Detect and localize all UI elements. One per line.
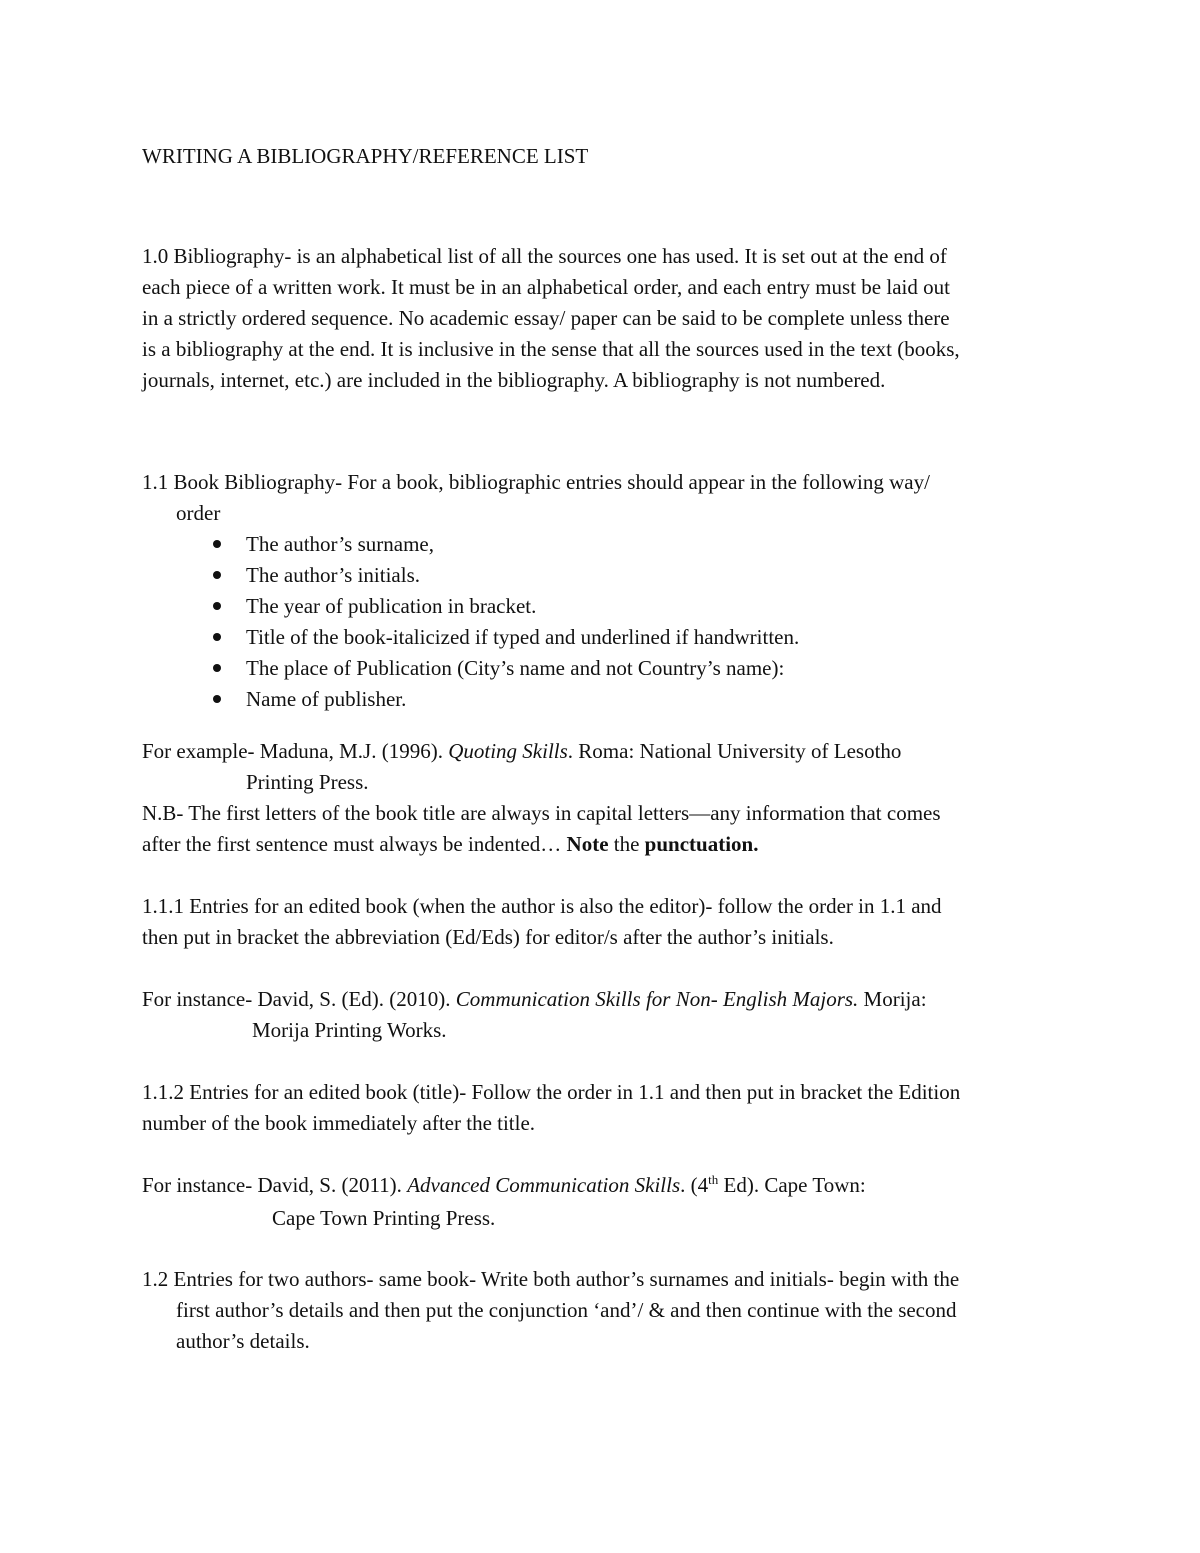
s112-example-post2: Ed). Cape Town: [718, 1173, 866, 1197]
s11-example-title: Quoting Skills [448, 739, 568, 763]
bullet-dot [213, 633, 221, 641]
s10-line-4: is a bibliography at the end. It is inclusive in the sense that all the sources used in the text (books, [142, 337, 960, 361]
s111-example [142, 984, 927, 1015]
s112-example-sup: th [708, 1172, 719, 1187]
s11-example-post: . Roma: National University of Lesotho [567, 739, 902, 763]
s112-example-post1: . (4 [680, 1173, 709, 1197]
bullet-dot [213, 540, 221, 548]
s11-line-2: order [176, 501, 221, 525]
s111-example-title: Communication Skills for Non- English Majors. [455, 987, 859, 1011]
s11-bullet-1: The author’s surname, [246, 532, 434, 556]
s12-line-2: first author’s details and then put the conjunction ‘and’/ & and then continue with the second [176, 1298, 957, 1322]
s11-line-1: 1.1 Book Bibliography- For a book, bibliographic entries should appear in the following way/ [142, 470, 930, 494]
s11-bullet-3: The year of publication in bracket. [246, 594, 537, 618]
s111-example-pre: For instance- David, S. (Ed). (2010). [142, 987, 456, 1011]
s111-line-1: 1.1.1 Entries for an edited book (when the author is also the editor)- follow the order in 1.1 and [142, 894, 942, 918]
s11-example-pre: For example- Maduna, M.J. (1996). [142, 739, 449, 763]
s10-line-5: journals, internet, etc.) are included in the bibliography. A bibliography is not numbered. [142, 368, 886, 392]
bullet-dot [213, 695, 221, 703]
s112-line-1: 1.1.2 Entries for an edited book (title)- Follow the order in 1.1 and then put in bracket the Edition [142, 1080, 961, 1104]
s111-example-post: Morija: [858, 987, 927, 1011]
s11-example-cont: Printing Press. [246, 770, 369, 794]
s11-bullet-5: The place of Publication (City’s name and not Country’s name): [246, 656, 785, 680]
s11-nb-pre: after the first sentence must always be indented… [142, 832, 567, 856]
s112-example [142, 1170, 866, 1201]
s111-example-cont: Morija Printing Works. [252, 1018, 447, 1042]
s11-bullet-2: The author’s initials. [246, 563, 420, 587]
s112-example-pre: For instance- David, S. (2011). [142, 1173, 408, 1197]
bullet-dot [213, 571, 221, 579]
s12-line-1: 1.2 Entries for two authors- same book- Write both author’s surnames and initials- begin with the [142, 1267, 960, 1291]
s11-nb-line-1: N.B- The first letters of the book title are always in capital letters—any information that comes [142, 801, 941, 825]
s111-line-2: then put in bracket the abbreviation (Ed/Eds) for editor/s after the author’s initials. [142, 925, 834, 949]
s10-line-2: each piece of a written work. It must be in an alphabetical order, and each entry must be laid out [142, 275, 950, 299]
s10-line-3: in a strictly ordered sequence. No academic essay/ paper can be said to be complete unless there [142, 306, 950, 330]
s11-bullet-6: Name of publisher. [246, 687, 407, 711]
s11-bullet-4: Title of the book-italicized if typed and underlined if handwritten. [246, 625, 800, 649]
s11-nb-bold-punctuation: punctuation. [644, 832, 759, 856]
s12-line-3: author’s details. [176, 1329, 310, 1353]
s112-example-title: Advanced Communication Skills [407, 1173, 681, 1197]
bullet-dot [213, 602, 221, 610]
bullet-dot [213, 664, 221, 672]
s11-nb-mid: the [608, 832, 645, 856]
s112-example-cont: Cape Town Printing Press. [272, 1206, 496, 1230]
s11-nb-bold-note: Note [566, 832, 609, 856]
page-title: WRITING A BIBLIOGRAPHY/REFERENCE LIST [142, 144, 589, 168]
s11-nb-line-2 [142, 829, 758, 860]
s10-line-1: 1.0 Bibliography- is an alphabetical list of all the sources one has used. It is set out at the end of [142, 244, 947, 268]
s11-example [142, 736, 901, 767]
s112-line-2: number of the book immediately after the title. [142, 1111, 536, 1135]
